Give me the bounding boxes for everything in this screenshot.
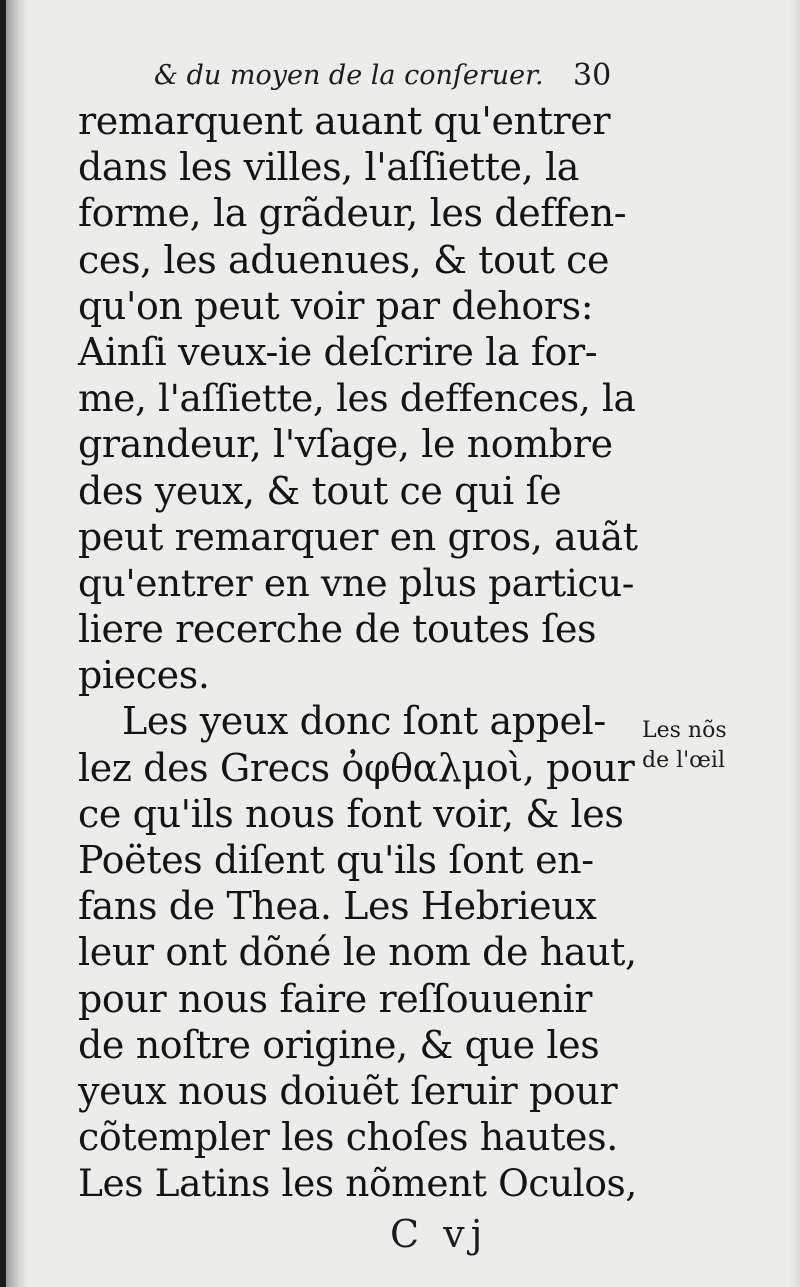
text-line: lez des Grecs ὀφθαλμοὶ, pour bbox=[78, 745, 635, 790]
text-line: grandeur, l'vſage, le nombre bbox=[78, 422, 613, 467]
text-line: qu'entrer en vne plus particu- bbox=[78, 560, 635, 605]
text-line: pieces. bbox=[78, 653, 210, 698]
text-line: cõtempler les choſes hautes. bbox=[78, 1115, 618, 1160]
text-line: me, l'aſſiette, les deffences, la bbox=[78, 376, 636, 421]
text-line: pour nous faire reſſouuenir bbox=[78, 976, 593, 1021]
text-line: dans les villes, l'aſſiette, la bbox=[78, 145, 579, 190]
text-line: liere recerche de toutes ſes bbox=[78, 607, 597, 652]
text-line: peut remarquer en gros, auãt bbox=[78, 514, 638, 559]
body-text bbox=[78, 98, 638, 1207]
text-line: fans de Thea. Les Hebrieux bbox=[78, 884, 597, 929]
text-line: Les yeux donc ſont appel- bbox=[122, 699, 606, 744]
marginal-note-line: Les nõs bbox=[642, 718, 727, 743]
text-line: remarquent auant qu'entrer bbox=[78, 99, 611, 143]
text-line: leur ont dõné le nom de haut, bbox=[78, 930, 637, 975]
page-number: 30 bbox=[573, 58, 612, 93]
running-title: & du moyen de la conſeruer. bbox=[154, 60, 544, 91]
signature-mark: C vj bbox=[390, 1212, 489, 1256]
text-line: qu'on peut voir par dehors: bbox=[78, 283, 594, 328]
text-line: forme, la grãdeur, les deffen- bbox=[78, 191, 627, 236]
marginal-note bbox=[642, 716, 792, 776]
page-header bbox=[6, 54, 800, 98]
text-line: yeux nous doiuẽt ſeruir pour bbox=[78, 1068, 618, 1113]
marginal-note-line: de l'œil bbox=[642, 748, 726, 773]
text-line: ces, les aduenues, & tout ce bbox=[78, 237, 610, 282]
text-line: ce qu'ils nous font voir, & les bbox=[78, 791, 624, 836]
page-edge bbox=[790, 0, 800, 1287]
text-line: Les Latins les nõment Oculos, bbox=[78, 1161, 637, 1206]
text-line: Ainſi veux-ie deſcrire la for- bbox=[78, 329, 598, 374]
text-line: des yeux, & tout ce qui ſe bbox=[78, 468, 562, 513]
spine-shadow bbox=[6, 0, 28, 1287]
text-line: de noſtre origine, & que les bbox=[78, 1022, 600, 1067]
text-line: Poëtes diſent qu'ils ſont en- bbox=[78, 838, 594, 882]
book-page bbox=[6, 0, 800, 1287]
